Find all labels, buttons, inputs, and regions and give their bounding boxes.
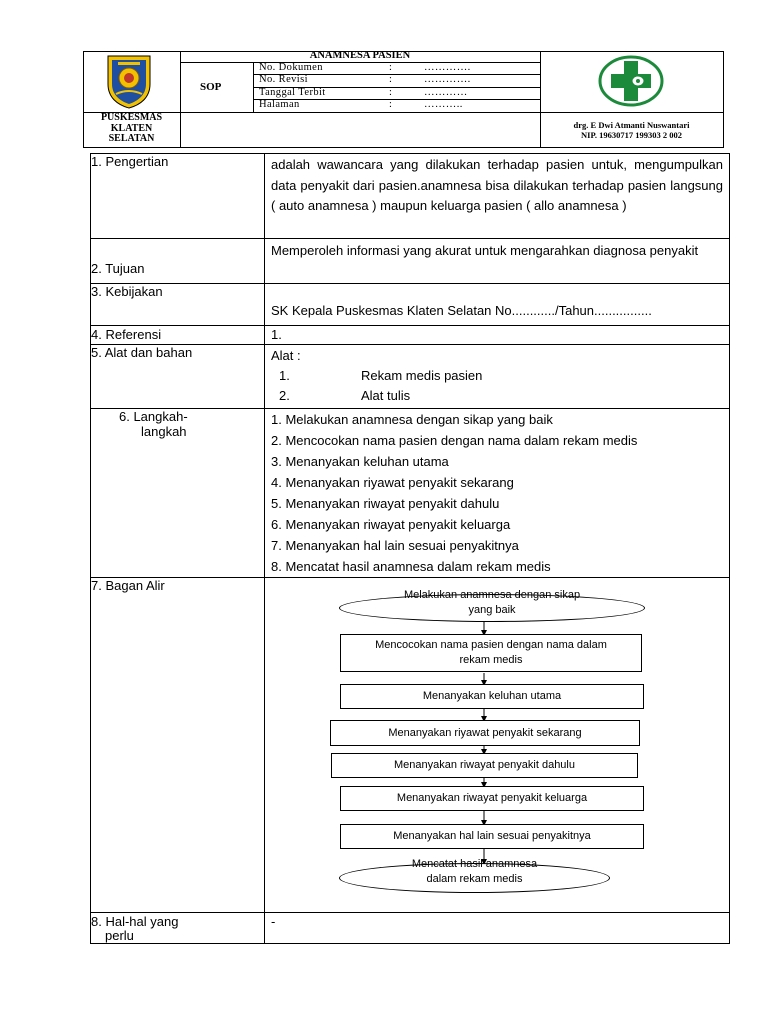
text-referensi: 1.: [271, 327, 282, 342]
label-referensi: 4. Referensi: [91, 326, 265, 345]
flow-start: Melakukan anamnesa dengan sikap yang baik: [339, 594, 645, 622]
flow-step: Menanyakan riwayat penyakit dahulu: [331, 753, 638, 778]
label-bagan: 7. Bagan Alir: [91, 578, 265, 913]
flow-step: Menanyakan hal lain sesuai penyakitnya: [340, 824, 644, 849]
flow-end: Mencatat hasil anamnesa dalam rekam medis: [339, 863, 610, 893]
signer-nip: NIP. 19630717 199303 2 002: [581, 130, 682, 140]
alat-item: 1. Rekam medis pasien: [279, 368, 483, 383]
alat-item: 2. Alat tulis: [279, 388, 411, 403]
label-kebijakan: 3. Kebijakan: [91, 284, 265, 326]
flow-step: Menanyakan riyawat penyakit sekarang: [330, 720, 640, 746]
org-name: PUSKESMAS KLATEN SELATAN: [100, 112, 163, 144]
list-item: 8. Mencatat hasil anamnesa dalam rekam medis: [271, 559, 551, 574]
label-tujuan: 2. Tujuan: [91, 239, 265, 284]
label-langkah: 6. Langkah- langkah: [91, 409, 265, 578]
text-tujuan: Memperoleh informasi yang akurat untuk mengarahkan diagnosa penyakit: [271, 243, 699, 258]
list-item: 6. Menanyakan riwayat penyakit keluarga: [271, 517, 511, 532]
flow-step: Mencocokan nama pasien dengan nama dalam rekam medis: [340, 634, 642, 672]
header-title: ANAMNESA PASIEN: [309, 50, 411, 61]
signer-name: drg. E Dwi Atmanti Nuswantari: [573, 120, 690, 130]
list-item: 4. Menanyakan riyawat penyakit sekarang: [271, 475, 514, 490]
flow-step: Menanyakan keluhan utama: [340, 684, 644, 709]
text-kebijakan: SK Kepala Puskesmas Klaten Selatan No............/Tahun................: [271, 303, 652, 318]
list-item: 2. Mencocokan nama pasien dengan nama dalam rekam medis: [271, 433, 638, 448]
label-alat: 5. Alat dan bahan: [91, 345, 265, 409]
list-item: 5. Menanyakan riwayat penyakit dahulu: [271, 496, 500, 511]
list-item: 1. Melakukan anamnesa dengan sikap yang baik: [271, 412, 553, 427]
alat-heading: Alat :: [271, 348, 301, 363]
list-item: 7. Menanyakan hal lain sesuai penyakitnya: [271, 538, 519, 553]
text-hal: -: [271, 914, 276, 929]
list-item: 3. Menanyakan keluhan utama: [271, 454, 449, 469]
label-pengertian: 1. Pengertian: [91, 154, 265, 239]
text-pengertian: adalah wawancara yang dilakukan terhadap pasien untuk, mengumpulkan data penyakit dari pasien.anamnesa bisa dilakukan terhadap pasien langsung ( auto anamnesa ) maupun keluarga pasien ( allo anamnesa ): [271, 157, 723, 213]
sop-label: SOP: [200, 81, 222, 93]
flow-step: Menanyakan riwayat penyakit keluarga: [340, 786, 644, 811]
label-hal: 8. Hal-hal yang perlu: [91, 913, 265, 944]
